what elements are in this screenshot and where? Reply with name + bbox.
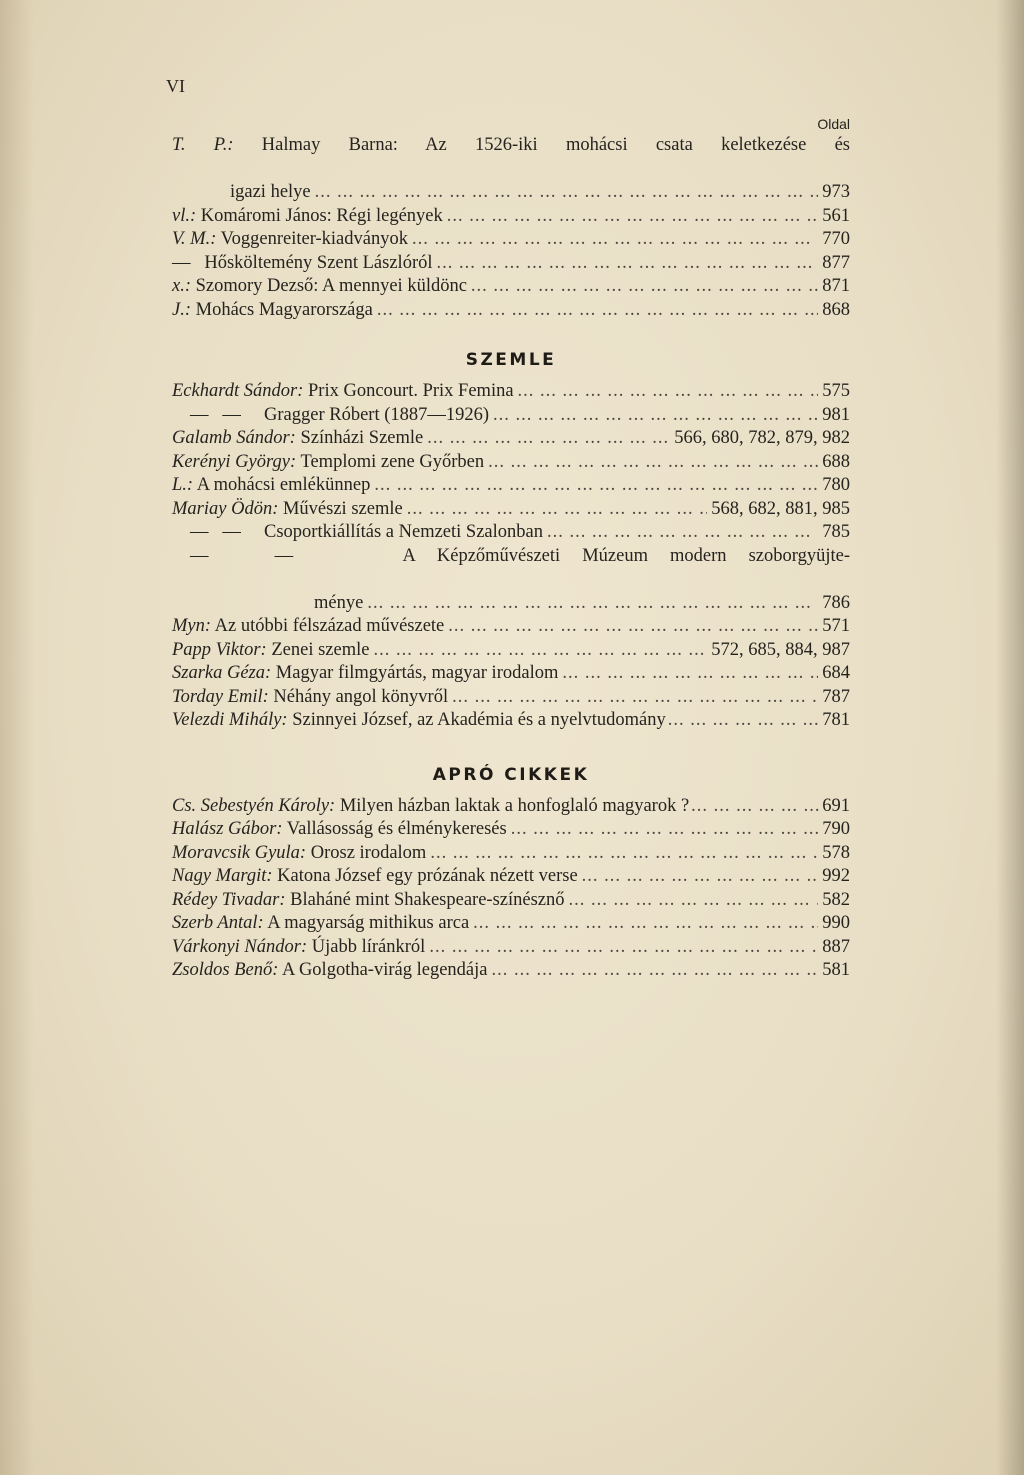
entry-title: Színházi Szemle xyxy=(300,428,424,448)
entry-author: Velezdi Mihály: xyxy=(172,710,288,730)
section-heading-szemle: SZEMLE xyxy=(465,350,557,370)
leader-dots xyxy=(518,380,819,404)
entry-author: Halász Gábor: xyxy=(172,819,283,839)
toc-entry xyxy=(172,427,850,451)
entry-author: J.: xyxy=(172,299,191,320)
ditto-dash: — — xyxy=(190,522,241,542)
leader-dots xyxy=(377,299,818,323)
entry-title: Szinnyei József, az Akadémia és a nyelvtudomány xyxy=(292,710,666,730)
toc-entry xyxy=(172,912,850,936)
entry-author: Szarka Géza: xyxy=(172,663,272,683)
toc-entry xyxy=(172,889,850,913)
entry-title: Milyen házban laktak a honfoglaló magyarok ? xyxy=(339,795,690,816)
entry-pages: 575 xyxy=(822,381,850,401)
toc-entry xyxy=(172,205,850,229)
entry-author: Moravcsik Gyula: xyxy=(172,842,307,863)
entry-author: Papp Viktor: xyxy=(172,639,267,660)
leader-dots xyxy=(407,498,708,522)
entry-author: Kerényi György: xyxy=(172,451,297,472)
entry-pages: 780 xyxy=(822,475,850,495)
toc-entry xyxy=(172,545,850,616)
entry-author: L.: xyxy=(172,475,194,495)
entry-title: Prix Goncourt. Prix Femina xyxy=(308,381,514,401)
entry-pages: 688 xyxy=(822,451,850,472)
leader-dots xyxy=(437,252,819,276)
entry-title: Templomi zene Győrben xyxy=(300,451,485,472)
entry-pages: 981 xyxy=(822,404,850,425)
entry-title: Művészi szemle xyxy=(282,498,403,519)
entry-pages: 582 xyxy=(822,889,850,910)
toc-entry xyxy=(172,474,850,498)
entry-pages: 990 xyxy=(822,913,850,933)
entry-pages: 691 xyxy=(822,795,850,816)
toc-entry xyxy=(172,451,850,475)
entry-pages: 887 xyxy=(822,936,850,957)
toc-entry xyxy=(172,662,850,686)
entry-title: Katona József egy prózának nézett verse xyxy=(277,866,578,886)
entry-title: A magyarság mithikus arca xyxy=(267,913,470,933)
leader-dots xyxy=(315,181,819,205)
entry-pages: 561 xyxy=(822,205,850,226)
toc-entry xyxy=(172,498,850,522)
toc-entry xyxy=(172,228,850,252)
entry-pages: 973 xyxy=(822,182,850,202)
leader-dots xyxy=(412,228,818,252)
entry-title: Halmay Barna: Az 1526-iki mohácsi csata keletkezése és xyxy=(261,135,851,155)
entry-author: V. M.: xyxy=(172,229,217,249)
toc-entry xyxy=(172,299,850,323)
toc-entry xyxy=(172,709,850,733)
entry-title: Gragger Róbert (1887—1926) xyxy=(264,404,490,425)
entry-pages: 786 xyxy=(822,592,850,613)
entry-author: Torday Emil: xyxy=(172,686,269,707)
leader-dots xyxy=(427,427,670,451)
entry-title: Mohács Magyarországa xyxy=(195,299,373,320)
leader-dots xyxy=(447,205,818,229)
entry-author: Mariay Ödön: xyxy=(172,498,279,519)
entry-pages: 578 xyxy=(822,842,850,863)
leader-dots xyxy=(569,889,819,913)
toc-entry xyxy=(172,639,850,663)
entry-title: Újabb líránkról xyxy=(311,936,426,957)
entry-title: Az utóbbi félszázad művészete xyxy=(214,616,445,636)
table-of-contents xyxy=(172,116,850,983)
ditto-dash: — — xyxy=(190,545,294,566)
toc-entry xyxy=(172,521,850,545)
entry-author: Galamb Sándor: xyxy=(172,428,296,448)
entry-title: Vallásosság és élménykeresés xyxy=(286,819,507,839)
entry-title: Orosz irodalom xyxy=(310,842,427,863)
entry-title: Csoportkiállítás a Nemzeti Szalonban xyxy=(264,522,543,542)
entry-title: A Képzőművészeti Múzeum modern szoborgyüjte- xyxy=(402,545,850,566)
entry-author: Zsoldos Benő: xyxy=(172,960,279,980)
entry-title: Blaháné mint Shakespeare-színésznő xyxy=(290,889,565,910)
entry-title: Magyar filmgyártás, magyar irodalom xyxy=(275,663,559,683)
leader-dots xyxy=(491,959,818,983)
leader-dots xyxy=(429,936,818,960)
entry-title: Hősköltemény Szent Lászlóról xyxy=(204,252,433,273)
leader-dots xyxy=(547,521,818,545)
toc-entry xyxy=(172,275,850,299)
entry-author: Várkonyi Nándor: xyxy=(172,936,308,957)
entry-author: T. P.: xyxy=(172,135,234,155)
entry-title: Szomory Dezső: A mennyei küldönc xyxy=(195,276,467,296)
entry-author: Szerb Antal: xyxy=(172,913,264,933)
column-header-oldal: Oldal xyxy=(817,116,850,132)
entry-pages: 568, 682, 881, 985 xyxy=(711,498,850,519)
toc-entry xyxy=(172,615,850,639)
toc-entry xyxy=(172,795,850,819)
entry-title: Komáromi János: Régi legények xyxy=(200,205,443,226)
entry-pages: 785 xyxy=(822,522,850,542)
toc-entry xyxy=(172,865,850,889)
leader-dots xyxy=(668,709,821,733)
leader-dots xyxy=(448,615,818,639)
page-number: VI xyxy=(166,76,185,96)
entry-author: Nagy Margit: xyxy=(172,866,273,886)
entry-title: A Golgotha-virág legendája xyxy=(281,960,488,980)
leader-dots xyxy=(430,842,818,866)
leader-dots xyxy=(452,686,818,710)
entry-title-continued: ménye xyxy=(314,592,364,613)
entry-pages: 571 xyxy=(822,616,850,636)
leader-dots xyxy=(691,795,820,819)
entry-title: Néhány angol könyvről xyxy=(273,686,449,707)
toc-entry xyxy=(172,686,850,710)
entry-title: Voggenreiter-kiadványok xyxy=(220,229,408,249)
toc-entry xyxy=(172,842,850,866)
leader-dots xyxy=(471,275,818,299)
entry-author: Myn: xyxy=(172,616,212,636)
entry-author: Eckhardt Sándor: xyxy=(172,381,304,401)
leader-dots xyxy=(373,639,707,663)
ditto-dash: — — xyxy=(190,404,241,425)
entry-title-continued: igazi helye xyxy=(230,182,311,202)
leader-dots xyxy=(473,912,818,936)
entry-pages: 877 xyxy=(822,252,850,273)
entry-pages: 868 xyxy=(822,299,850,320)
toc-entry xyxy=(172,818,850,842)
toc-entry xyxy=(172,959,850,983)
leader-dots xyxy=(367,592,818,616)
leader-dots xyxy=(511,818,819,842)
leader-dots xyxy=(582,865,819,889)
toc-entry xyxy=(172,380,850,404)
entry-author: Cs. Sebestyén Károly: xyxy=(172,795,336,816)
entry-author: x.: xyxy=(172,276,191,296)
entry-author: Rédey Tivadar: xyxy=(172,889,286,910)
toc-entry xyxy=(172,404,850,428)
entry-pages: 572, 685, 884, 987 xyxy=(711,639,850,660)
entry-title: Zenei szemle xyxy=(271,639,370,660)
leader-dots xyxy=(562,662,818,686)
toc-entry xyxy=(172,936,850,960)
leader-dots xyxy=(488,451,818,475)
section-heading-apro-cikkek: APRÓ CIKKEK xyxy=(432,764,590,785)
leader-dots xyxy=(374,474,818,498)
entry-pages: 992 xyxy=(822,866,850,886)
entry-pages: 781 xyxy=(822,710,850,730)
ditto-dash: — xyxy=(172,252,191,273)
entry-pages: 770 xyxy=(822,229,850,249)
entry-author: vl.: xyxy=(172,205,197,226)
entry-pages: 566, 680, 782, 879, 982 xyxy=(674,428,850,448)
toc-entry xyxy=(172,252,850,276)
entry-pages: 684 xyxy=(822,663,850,683)
entry-pages: 871 xyxy=(822,276,850,296)
entry-pages: 790 xyxy=(822,819,850,839)
toc-entry xyxy=(172,134,850,205)
leader-dots xyxy=(493,404,818,428)
entry-pages: 581 xyxy=(822,960,850,980)
entry-pages: 787 xyxy=(822,686,850,707)
entry-title: A mohácsi emlékünnep xyxy=(196,475,371,495)
